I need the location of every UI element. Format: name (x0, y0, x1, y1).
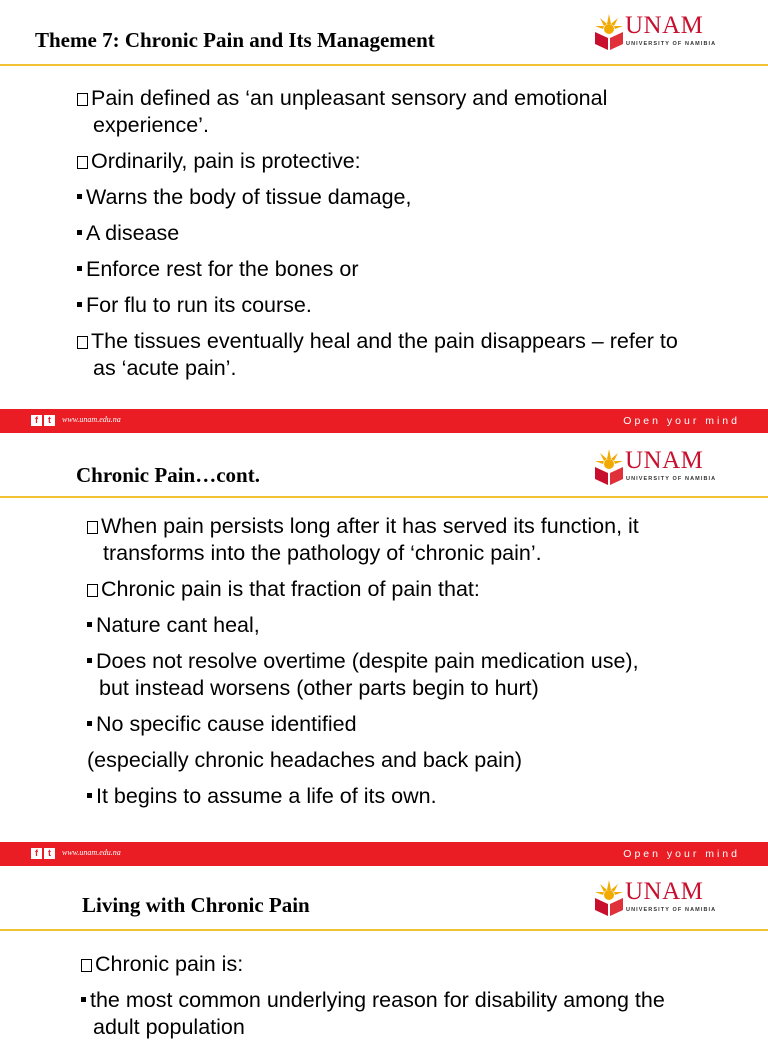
list-item: the most common underlying reason for disability among the adult population (81, 987, 711, 1041)
logo-subtitle: UNIVERSITY OF NAMIBIA (626, 476, 717, 482)
facebook-icon[interactable]: f (31, 848, 42, 859)
unam-emblem-icon (592, 878, 626, 918)
list-item: For flu to run its course. (77, 292, 697, 319)
list-item: Warns the body of tissue damage, (77, 184, 697, 211)
title-divider (0, 64, 768, 66)
slide-2 (0, 433, 768, 866)
list-item: Enforce rest for the bones or (77, 256, 697, 283)
logo-wordmark: UNAM (625, 878, 704, 905)
logo-wordmark: UNAM (625, 447, 704, 474)
slide-footer (0, 842, 768, 866)
footer-tagline: Open your mind (623, 848, 740, 860)
footer-url[interactable]: www.unam.edu.na (62, 415, 121, 424)
logo-subtitle: UNIVERSITY OF NAMIBIA (626, 907, 717, 913)
slide-title: Chronic Pain…cont. (76, 463, 260, 487)
facebook-icon[interactable]: f (31, 415, 42, 426)
slide-content (87, 513, 697, 810)
list-item: Chronic pain is that fraction of pain that: (87, 576, 697, 603)
list-item: Nature cant heal, (87, 612, 697, 639)
social-links (31, 415, 55, 426)
unam-emblem-icon (592, 447, 626, 487)
list-item: Ordinarily, pain is protective: (77, 148, 697, 175)
unam-logo (592, 447, 717, 487)
footer-url[interactable]: www.unam.edu.na (62, 848, 121, 857)
list-item: No specific cause identified (87, 711, 697, 738)
footer-tagline: Open your mind (623, 415, 740, 427)
slide-footer (0, 409, 768, 433)
slide-1 (0, 0, 768, 433)
twitter-icon[interactable]: t (44, 848, 55, 859)
slide-title: Theme 7: Chronic Pain and Its Management (35, 28, 435, 52)
list-item: Does not resolve overtime (despite pain medication use), but instead worsens (other parts begin to hurt) (87, 648, 659, 702)
list-item: Chronic pain is: (81, 951, 711, 978)
unam-logo (592, 878, 717, 918)
twitter-icon[interactable]: t (44, 415, 55, 426)
list-item: Pain defined as ‘an unpleasant sensory and emotional experience’. (77, 85, 697, 139)
list-item: It begins to assume a life of its own. (87, 783, 697, 810)
unam-logo (592, 12, 717, 52)
slide-3 (0, 866, 768, 1039)
title-divider (0, 496, 768, 498)
logo-wordmark: UNAM (625, 12, 704, 39)
list-item: When pain persists long after it has served its function, it transforms into the pathology of ‘chronic pain’. (87, 513, 697, 567)
slide-title: Living with Chronic Pain (82, 893, 310, 917)
title-divider (0, 929, 768, 931)
logo-subtitle: UNIVERSITY OF NAMIBIA (626, 41, 717, 47)
list-note: (especially chronic headaches and back pain) (87, 748, 523, 772)
unam-emblem-icon (592, 12, 626, 52)
slide-content (81, 951, 711, 1041)
list-item: A disease (77, 220, 697, 247)
slide-content (77, 85, 697, 382)
social-links (31, 848, 55, 859)
list-item: The tissues eventually heal and the pain disappears – refer to as ‘acute pain’. (77, 328, 683, 382)
